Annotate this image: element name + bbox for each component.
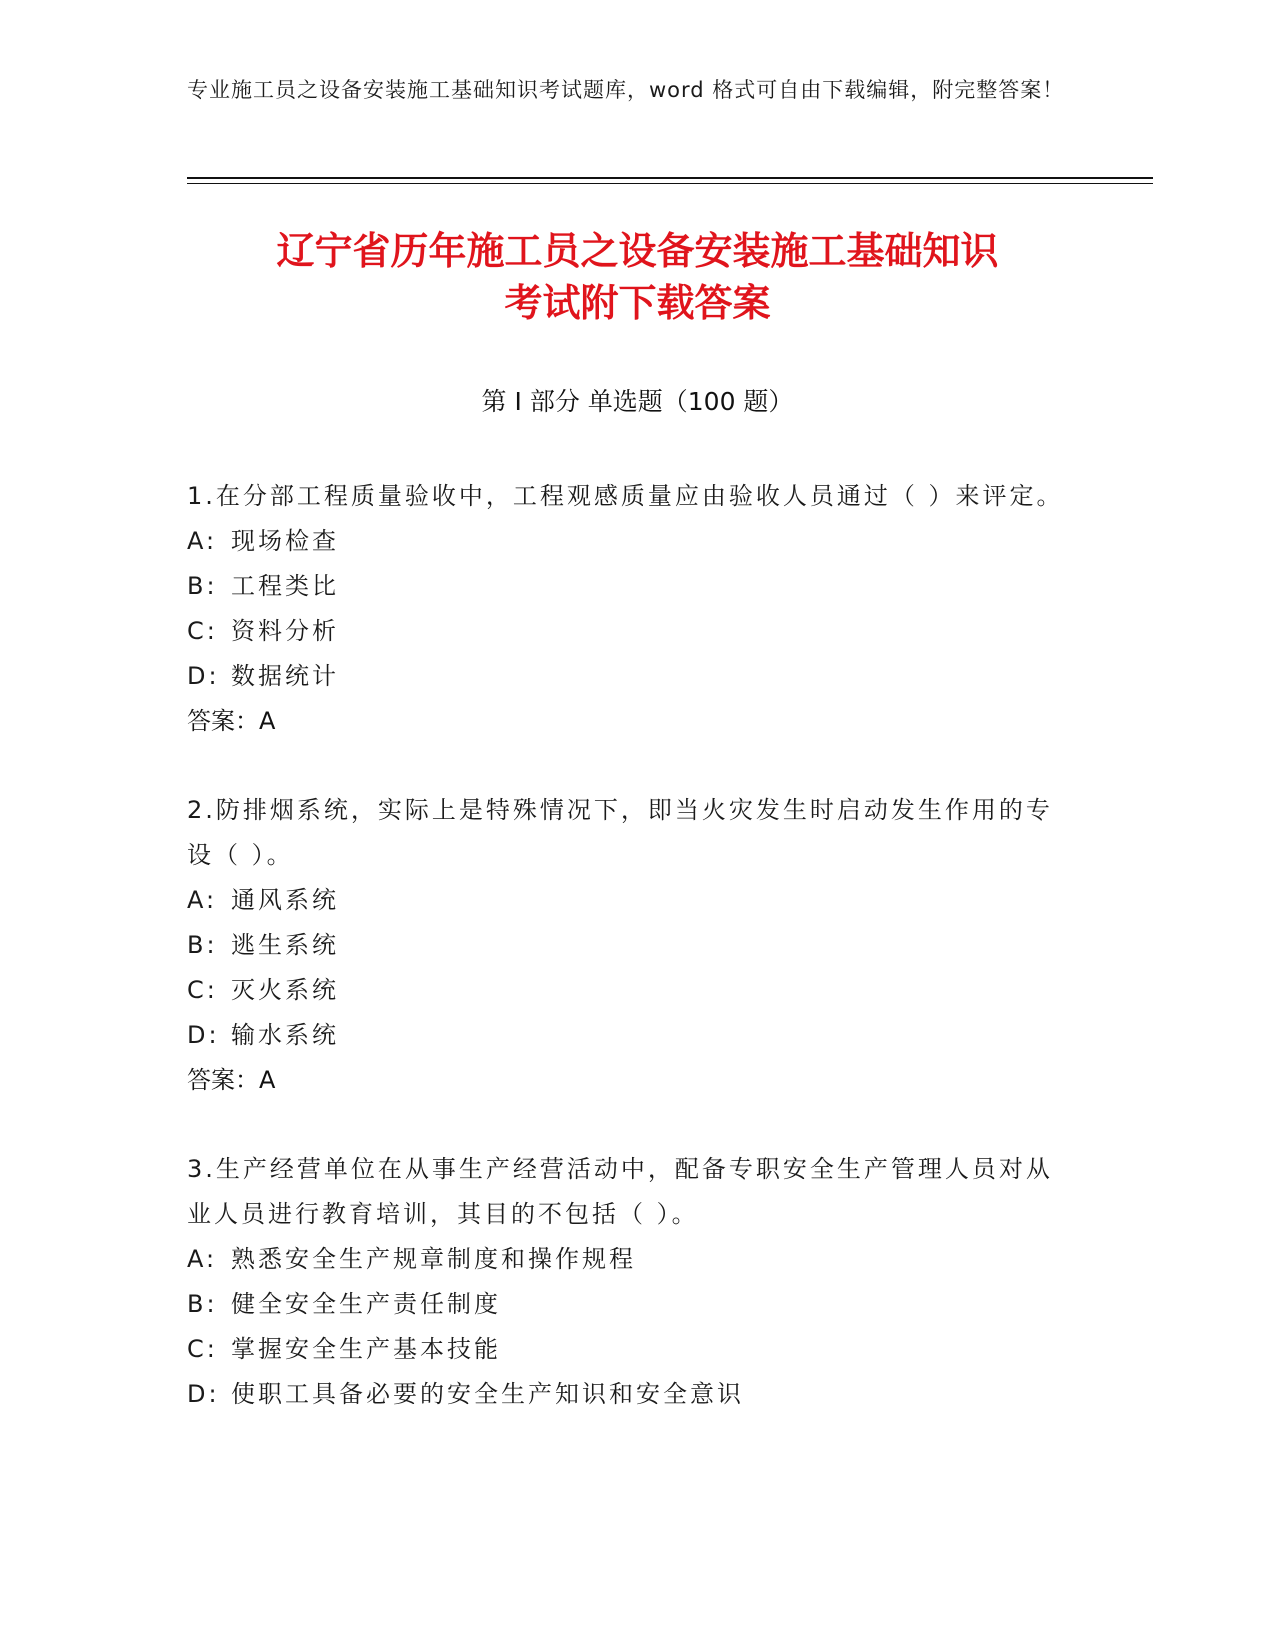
option-b	[187, 923, 1067, 968]
option-letter: B:	[187, 931, 218, 959]
option-letter: D:	[187, 1021, 220, 1049]
option-letter: A:	[187, 1245, 218, 1273]
option-letter: C:	[187, 617, 218, 645]
option-c	[187, 1327, 1067, 1372]
option-letter: B:	[187, 572, 218, 600]
section-heading: 第 I 部分 单选题（100 题）	[481, 387, 794, 416]
option-text: 熟悉安全生产规章制度和操作规程	[231, 1245, 636, 1273]
answer-line	[187, 1058, 1067, 1103]
option-letter: D:	[187, 1380, 220, 1408]
title-line-1: 辽宁省历年施工员之设备安装施工基础知识	[276, 229, 999, 273]
option-text: 掌握安全生产基本技能	[231, 1335, 501, 1363]
option-d	[187, 1013, 1067, 1058]
question-3	[187, 1147, 1067, 1417]
header-divider-thick	[187, 177, 1153, 179]
option-text: 使职工具备必要的安全生产知识和安全意识	[231, 1380, 744, 1408]
answer-label: 答案：	[187, 707, 259, 735]
option-text: 通风系统	[231, 886, 339, 914]
answer-value: A	[259, 707, 276, 735]
option-a	[187, 878, 1067, 923]
answer-value: A	[259, 1066, 276, 1094]
option-a	[187, 1237, 1067, 1282]
option-text: 工程类比	[231, 572, 339, 600]
question-stem: 2.防排烟系统，实际上是特殊情况下，即当火灾发生时启动发生作用的专设（ ）。	[187, 796, 1053, 869]
option-b	[187, 564, 1067, 609]
option-a	[187, 519, 1067, 564]
option-letter: A:	[187, 886, 218, 914]
option-d	[187, 654, 1067, 699]
question-list	[187, 474, 1067, 1461]
option-text: 逃生系统	[231, 931, 339, 959]
option-letter: D:	[187, 662, 220, 690]
header-divider-thin	[187, 183, 1153, 184]
option-letter: C:	[187, 1335, 218, 1363]
question-stem: 1.在分部工程质量验收中，工程观感质量应由验收人员通过（ ）来评定。	[187, 482, 1064, 510]
option-text: 数据统计	[231, 662, 339, 690]
document-title	[150, 225, 1125, 329]
title-line-2: 考试附下载答案	[504, 281, 771, 325]
header-note: 专业施工员之设备安装施工基础知识考试题库，word 格式可自由下载编辑，附完整答案！	[187, 78, 1065, 102]
option-c	[187, 609, 1067, 654]
option-text: 健全安全生产责任制度	[231, 1290, 501, 1318]
option-text: 资料分析	[231, 617, 339, 645]
option-text: 输水系统	[231, 1021, 339, 1049]
question-stem: 3.生产经营单位在从事生产经营活动中，配备专职安全生产管理人员对从业人员进行教育培训，其目的不包括（ ）。	[187, 1155, 1053, 1228]
option-letter: B:	[187, 1290, 218, 1318]
option-d	[187, 1372, 1067, 1417]
question-1	[187, 474, 1067, 744]
option-letter: A:	[187, 527, 218, 555]
option-c	[187, 968, 1067, 1013]
option-text: 灭火系统	[231, 976, 339, 1004]
answer-line	[187, 699, 1067, 744]
question-2	[187, 788, 1067, 1103]
answer-label: 答案：	[187, 1066, 259, 1094]
option-b	[187, 1282, 1067, 1327]
option-text: 现场检查	[231, 527, 339, 555]
option-letter: C:	[187, 976, 218, 1004]
